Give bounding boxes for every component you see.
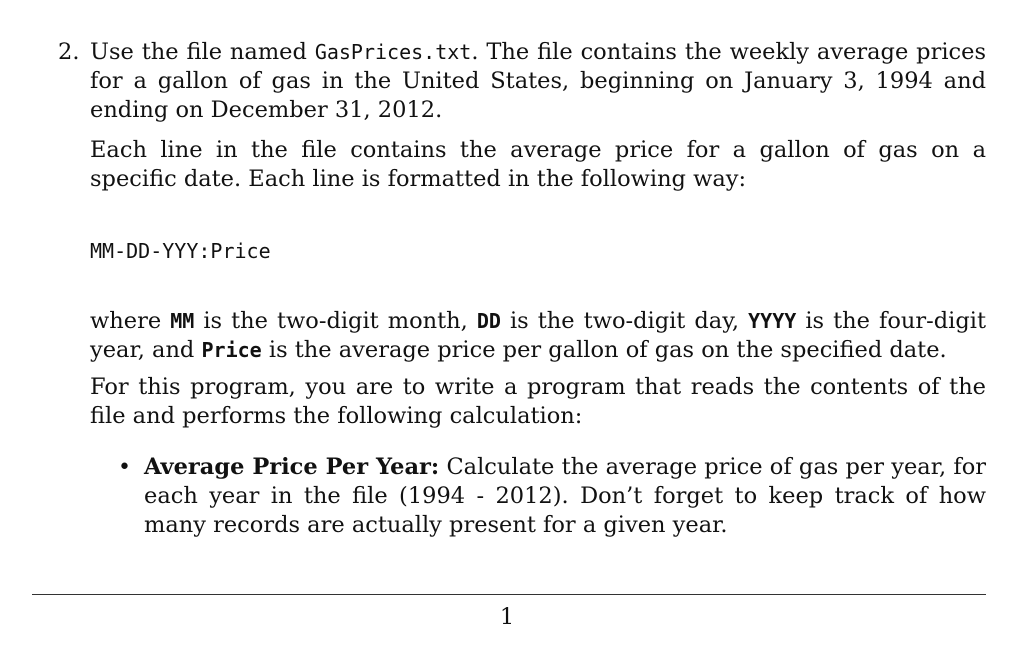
where-text-1: where (90, 308, 171, 334)
intro-text-start: Use the file named (90, 39, 315, 65)
format-line-code: MM-DD-YYY:Price (90, 239, 271, 263)
bullet-text: Calculate the average price of gas per year, for each year in the file (1994 - 2012). Don’t forget to keep track of how many records are actually present for a given year. (144, 454, 987, 538)
code-dd: DD (476, 309, 501, 333)
intro-text-end: . The file contains the weekly average prices for a gallon of gas in the United States, beginning on January 3, 1994 and ending on December 31, 2012. (90, 39, 986, 123)
question-number: 2. (58, 39, 80, 65)
where-text-3: is the two-digit day, (500, 308, 749, 334)
code-yyyy: YYYY (748, 309, 797, 333)
intro-paragraph (90, 38, 986, 125)
where-text-2: is the two-digit month, (194, 308, 477, 334)
where-text-5: is the average price per gallon of gas on the specified date. (261, 337, 947, 363)
page-number: 1 (499, 604, 515, 630)
format-intro-paragraph: Each line in the file contains the average price for a gallon of gas on a specific date. Each line is formatted in the following way: (90, 137, 986, 192)
field-description-paragraph (90, 307, 986, 365)
code-price: Price (201, 338, 262, 362)
bullet-title: Average Price Per Year: (144, 454, 440, 480)
filename-code: GasPrices.txt (314, 40, 472, 64)
bullet-marker: • (118, 455, 131, 480)
bullet-paragraph (144, 453, 986, 540)
code-mm: MM (170, 309, 195, 333)
bullet-list-item (118, 453, 987, 540)
footer-rule (32, 594, 986, 595)
question-block (58, 38, 986, 194)
where-text-4: is the four-digit year, and (90, 308, 986, 363)
program-paragraph: For this program, you are to write a program that reads the contents of the file and performs the following calculation: (90, 374, 986, 429)
